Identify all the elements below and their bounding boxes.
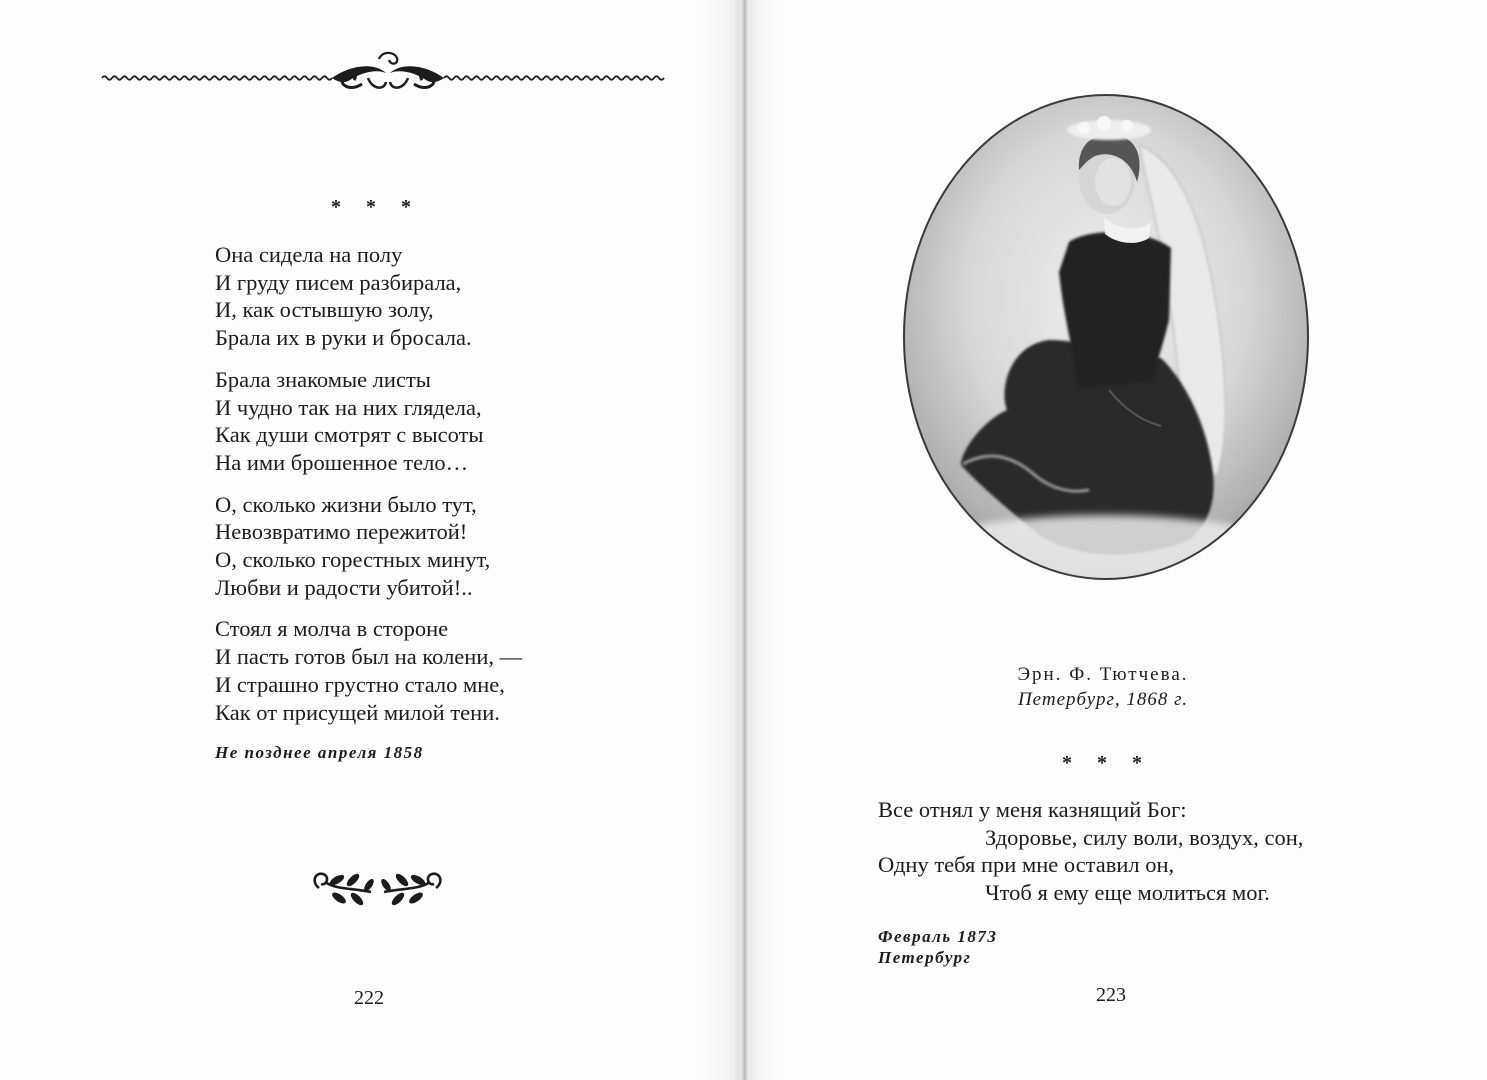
poem-line: Брала их в руки и бросала. [215, 325, 472, 351]
portrait-photo [899, 90, 1314, 585]
poem-date: Февраль 1873 [878, 927, 998, 946]
poem-line: Одну тебя при мне оставил он, [878, 852, 1175, 877]
poem-date-block [878, 926, 997, 968]
flourish-divider-icon [100, 48, 672, 96]
poem-line: Здоровье, силу воли, воздух, сон, [985, 824, 1304, 850]
poem-line: И страшно грустно стало мне, [215, 671, 505, 697]
poem-line: На ими брошенное тело… [215, 449, 469, 475]
poem-line: Как от присущей милой тени. [215, 699, 500, 725]
poem-line: И чудно так на них глядела, [215, 394, 482, 420]
poem-line: Она сидела на полу [215, 242, 403, 267]
caption-place-date: Петербург, 1868 г. [1017, 689, 1189, 710]
poem-line: О, сколько жизни было тут, [215, 491, 477, 517]
poem [215, 241, 522, 740]
laurel-ornament-icon [305, 858, 450, 910]
stanza [215, 491, 522, 602]
section-separator: * * * [331, 196, 421, 218]
stanza [215, 366, 522, 477]
poem-line: О, сколько горестных минут, [215, 547, 491, 573]
stanza [215, 615, 522, 726]
page-number: 222 [354, 987, 384, 1009]
section-separator: * * * [1062, 752, 1152, 774]
photo-caption [953, 662, 1253, 712]
poem-date: Не позднее апреля 1858 [215, 743, 424, 762]
poem-line: Любви и радости убитой!.. [215, 574, 473, 600]
right-page [744, 0, 1487, 1080]
poem-line: И груду писем разбирала, [215, 269, 462, 295]
poem-line: Невозвратимо пережитой! [215, 519, 468, 545]
poem-line: Стоял я молча в стороне [215, 616, 449, 642]
poem-line: Брала знакомые листы [215, 366, 431, 392]
stanza [215, 241, 522, 352]
poem-line: И, как остывшую золу, [215, 297, 434, 323]
poem-place: Петербург [878, 948, 972, 967]
poem-line: Все отнял у меня казнящий Бог: [878, 797, 1187, 822]
caption-name: Эрн. Ф. Тютчева. [1017, 664, 1189, 685]
poem-line: И пасть готов был на колени, — [215, 644, 523, 670]
page-number: 223 [1096, 984, 1126, 1006]
poem [878, 796, 1303, 906]
poem-line: Чтоб я ему еще молиться мог. [985, 879, 1270, 905]
poem-line: Как души смотрят с высоты [215, 422, 484, 448]
